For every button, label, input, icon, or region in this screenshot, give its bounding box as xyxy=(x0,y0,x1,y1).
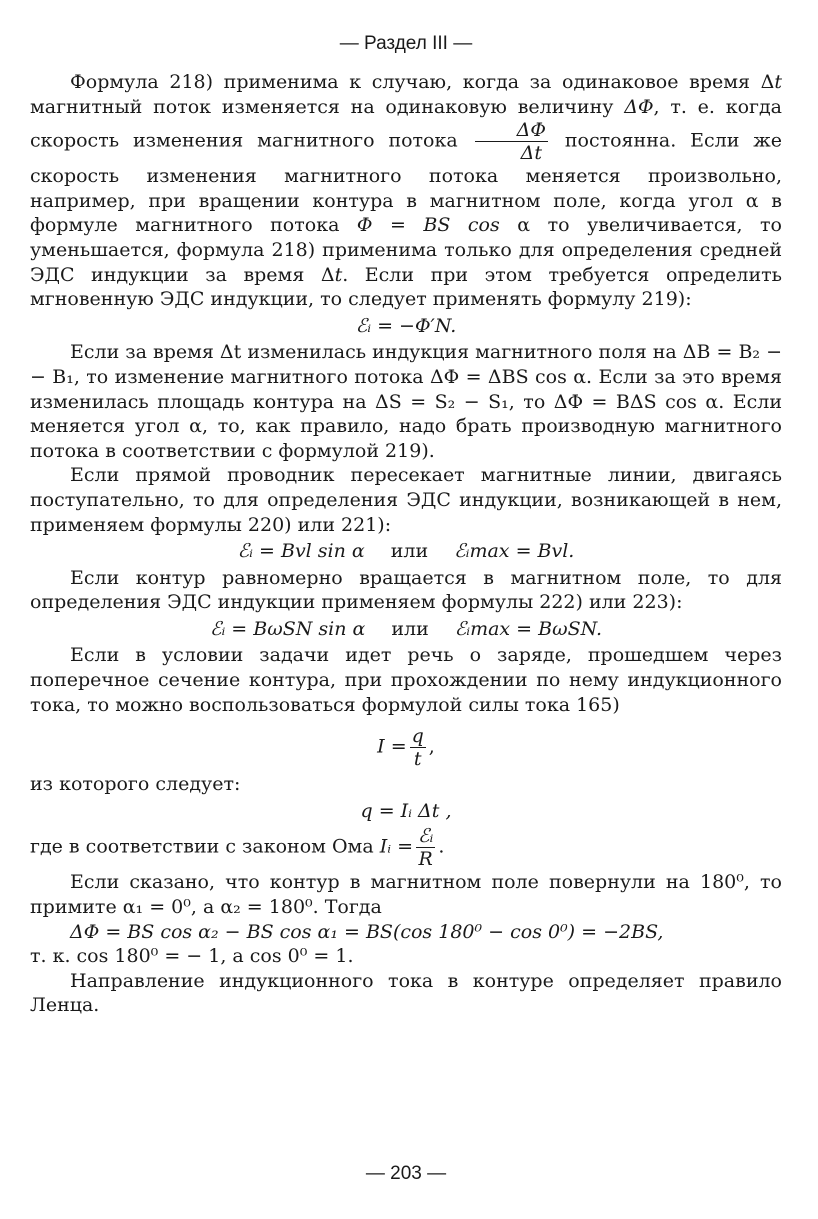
fraction-denominator: R xyxy=(418,848,433,871)
text: α xyxy=(499,214,531,237)
paragraph-6: Если сказано, что контур в магнитном поле повернули на 180⁰, то примите α₁ = 0⁰, а α₂ = 180⁰. Тогда xyxy=(30,871,782,919)
ohm-fraction xyxy=(416,825,435,870)
text: t xyxy=(774,71,782,93)
paragraph-2: Если за время Δt изменилась индукция магнитного поля на ΔB = B₂ − − B₁, то изменение магнитного потока ΔΦ = ΔBS cos α. Если за это время изменилась площадь контура на ΔS = S₂ − S₁, то ΔΦ = BΔS cos α. Если меняется угол α, то, как правило, надо брать производную магнитного потока в соответствии с формулой 219). xyxy=(30,341,782,462)
equation-165 xyxy=(30,725,782,770)
formula: ℰᵢ = Bvl sin α xyxy=(237,540,365,563)
paragraph-3: Если прямой проводник пересекает магнитные линии, двигаясь поступательно, то для определения ЭДС индукции, возникающей в нем, применяем формулы 220) или 221): xyxy=(30,464,782,536)
text: , xyxy=(428,735,435,758)
text: то увеличивается, то уменьшается, формула 218) применима только для определения средней ЭДС индукции за время Δ xyxy=(30,214,782,286)
line-cos-values: т. к. cos 180⁰ = − 1, а cos 0⁰ = 1. xyxy=(30,945,354,968)
text: t xyxy=(334,263,343,286)
text: скорость изменения магнитного потока xyxy=(30,129,458,152)
paragraph-1 xyxy=(30,70,782,312)
page-number: — 203 — xyxy=(365,1163,447,1184)
paragraph-7: Направление индукционного тока в контуре определяет правило Ленца. xyxy=(30,969,782,1017)
text: . xyxy=(438,835,445,858)
ohm-line xyxy=(30,825,782,870)
text: где в соответствии с законом Ома xyxy=(30,835,380,858)
inline-formula: Φ = BS cos xyxy=(356,214,500,237)
equation-charge: q = Iᵢ Δt , xyxy=(360,799,452,822)
text: или xyxy=(391,617,429,640)
paragraph-4: Если контур равномерно вращается в магнитном поле, то для определения ЭДС индукции применяем формулы 222) или 223): xyxy=(30,566,782,614)
equation-220-221 xyxy=(30,539,782,564)
text: изменения магнитного потока меняется произвольно, например, при вращении контура в магнитном поле, когда угол α в формуле магнитного потока xyxy=(30,165,782,237)
text: или xyxy=(390,540,429,563)
text: Формула 218) применима к случаю, когда за одинаковое время Δ xyxy=(70,71,775,93)
paragraph-5: Если в условии задачи идет речь о заряде, прошедшем через поперечное сечение контура, при прохождении по нему индукционного тока, то можно воспользоваться формулой силы тока 165) xyxy=(30,644,782,716)
running-header: — Раздел III — xyxy=(339,33,473,54)
text-body xyxy=(30,70,782,1018)
formula: ℰᵢmax = Bvl. xyxy=(454,540,575,563)
flux-rate-fraction xyxy=(475,119,548,164)
page xyxy=(30,0,782,1219)
formula: ℰᵢ = BωSN sin α xyxy=(209,617,366,640)
fraction-numerator: ℰᵢ xyxy=(418,825,434,848)
text: ΔΦ xyxy=(624,95,654,118)
fraction-denominator: Δt xyxy=(520,142,542,165)
fraction-denominator: t xyxy=(413,748,422,771)
formula: ℰᵢmax = BωSN. xyxy=(454,617,603,640)
current-fraction xyxy=(410,725,426,770)
text: магнитный поток изменяется на одинаковую величину xyxy=(30,95,625,118)
fraction-numerator: q xyxy=(411,725,424,748)
formula: Iᵢ = xyxy=(379,835,413,858)
equation-222-223 xyxy=(30,617,782,642)
line-follows: из которого следует: xyxy=(30,773,241,796)
fraction-numerator: ΔΦ xyxy=(475,119,548,142)
text: , т. е. когда xyxy=(653,95,782,118)
equation-219: ℰᵢ = −Φ′N. xyxy=(355,314,457,337)
equation-rotation: ΔΦ = BS cos α₂ − BS cos α₁ = BS(cos 180⁰ − cos 0⁰) = −2BS, xyxy=(70,920,664,943)
text: постоянна. Если же скорость xyxy=(30,129,783,188)
formula: I = xyxy=(377,735,407,758)
text: . Если при этом требуется определить мгновенную ЭДС индукции, то следует применять формулу 219): xyxy=(30,263,782,311)
